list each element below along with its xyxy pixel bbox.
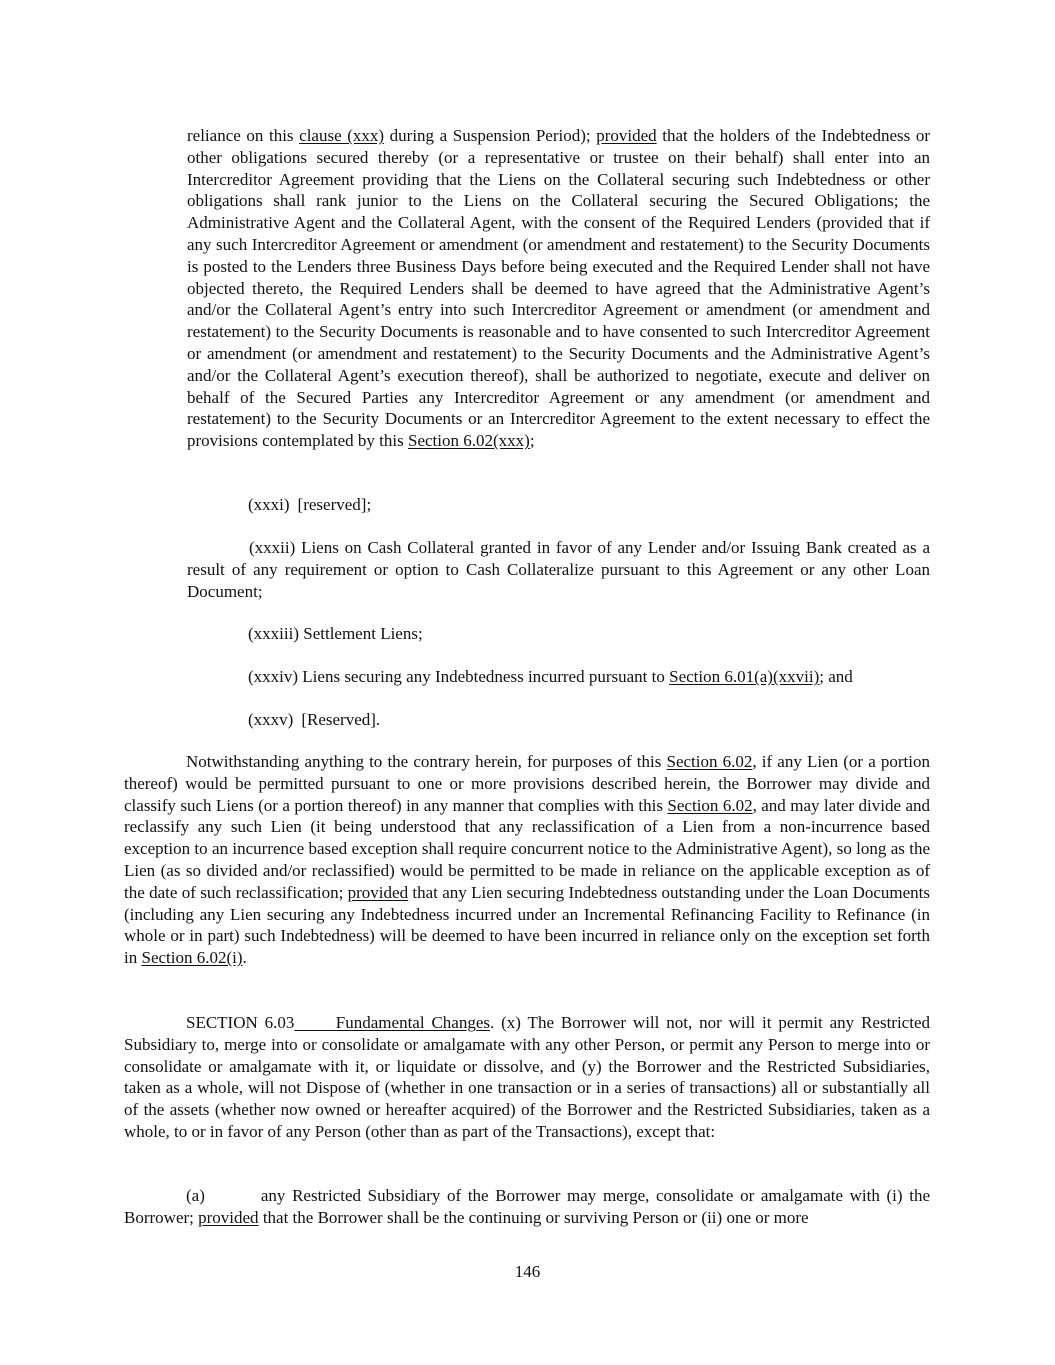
text-run: that the Borrower shall be the continuing or surviving Person or (ii) one or more [258, 1207, 809, 1227]
page-number: 146 [514, 1262, 541, 1281]
clause-text: [reserved]; [297, 495, 372, 514]
section-6-01-reference: Section 6.01(a)(xxvii) [669, 667, 820, 686]
text-run: . (x) The Borrower will not, nor will it permit any Restricted Subsidiary to, merge into or consolidate or amalgamate with any other Person, or permit any Person to merge into or consolidate or amalgamate with it, or liquidate or dissolve, and (y) the Borrower and the Restricted Subsidiaries, taken as a whole, will not Dispose of (whether in one transaction or in a series of transactions) all or substantially all of the assets (whether now owned or hereafter acquired) of the Borrower and the Restricted Subsidiaries, taken as a whole, to or in favor of any Person (other than as part of the Transactions), except that: [124, 1013, 930, 1141]
clause-label: (xxxi) [248, 495, 290, 514]
text-run: that the holders of the Indebtedness or other obligations secured thereby (or a representative or trustee on their behalf) shall enter into an Intercreditor Agreement providing that the Liens on the Collateral securing such Indebtedness or other obligations shall rank junior to the Liens on the Collateral securing the Secured Obligations; the Administrative Agent and the Collateral Agent, with the consent of the Required Lenders (provided that if any such Intercreditor Agreement or amendment (or amendment and restatement) to the Security Documents is posted to the Lenders three Business Days before being executed and the Required Lender shall not have objected thereto, the Required Lenders shall be deemed to have agreed that the Administrative Agent’s and/or the Collateral Agent’s entry into such Intercreditor Agreement or amendment (or amendment and restatement) to the Security Documents is reasonable and to have consented to such Intercreditor Agreement or amendment (or amendment and restatement) to the Security Documents and the Administrative Agent’s and/or the Collateral Agent’s execution thereof), shall be authorized to negotiate, execute and deliver on behalf of the Secured Parties any Intercreditor Agreement or any amendment (or amendment and restatement) to the Security Documents or an Intercreditor Agreement to the extent necessary to effect the provisions contemplated by this [187, 126, 930, 451]
provided-term: provided [347, 882, 409, 902]
text-run: , and may later divide and reclassify any such Lien (it being understood that any reclassification of a Lien from a non-incurrence based exception to an incurrence based exception shall require concurrent notice to the Administrative Agent), so long as the Lien (as so divided and/or reclassified) would be permitted to be made in reliance on the applicable exception as of the date of such reclassification; [124, 795, 930, 902]
section-6-02-xxx-reference: Section 6.02(xxx) [407, 431, 530, 451]
text-run: Notwithstanding anything to the contrary herein, for purposes of this [186, 752, 667, 771]
provided-term: provided [596, 126, 657, 145]
paragraph-clause-a [124, 1185, 930, 1229]
text-run: that any Lien securing Indebtedness outstanding under the Loan Documents (including any Lien securing any Indebtedness incurred under an Incremental Refinancing Facility to Refinance (in whole or in part) such Indebtedness) will be deemed to have been incurred in reliance only on the exception set forth in [124, 882, 930, 968]
paragraph-clause-xxxi [248, 494, 371, 516]
section-6-02-reference: Section 6.02 [667, 795, 753, 815]
text-run: during a Suspension Period); [384, 126, 597, 145]
clause-text: [Reserved]. [301, 710, 381, 729]
text-run: any Restricted Subsidiary of the Borrower may merge, consolidate or amalgamate with (i) the Borrower; [124, 1186, 930, 1227]
clause-xxx-reference: clause (xxx) [299, 126, 385, 145]
section-title: Fundamental Changes [335, 1013, 490, 1032]
section-number: SECTION 6.03 [186, 1013, 295, 1032]
text-run: , if any Lien (or a portion thereof) would be permitted pursuant to one or more provisions described herein, the Borrower may divide and classify such Liens (or a portion thereof) in any manner that complies with this [124, 752, 930, 815]
paragraph-clause-xxxv [248, 709, 380, 731]
paragraph-clause-xxx-continuation [187, 125, 930, 452]
text-run: ; [529, 431, 535, 451]
text-run: (xxxiv) Liens securing any Indebtedness incurred pursuant to [248, 667, 670, 686]
section-6-02-i-reference: Section 6.02(i) [141, 948, 243, 968]
text-run: . [242, 948, 247, 968]
paragraph-clause-xxxii [187, 537, 930, 602]
provided-term: provided [198, 1207, 259, 1227]
section-6-03-paragraph [124, 1012, 930, 1143]
clause-text: (xxxii) Liens on Cash Collateral granted in favor of any Lender and/or Issuing Bank created as a result of any requirement or option to Cash Collateralize pursuant to this Agreement or any other Loan Document; [187, 538, 930, 601]
clause-text: (xxxiii) Settlement Liens; [248, 624, 423, 643]
paragraph-clause-xxxiii [248, 623, 423, 645]
section-6-02-reference: Section 6.02 [666, 752, 753, 771]
clause-label: (a) [186, 1186, 205, 1205]
paragraph-clause-xxxiv [248, 666, 853, 688]
text-run: ; and [819, 667, 853, 686]
clause-label: (xxxv) [248, 710, 294, 729]
paragraph-notwithstanding [124, 751, 930, 969]
heading-underline-gap [294, 1013, 335, 1032]
text-run: reliance on this [187, 126, 300, 145]
